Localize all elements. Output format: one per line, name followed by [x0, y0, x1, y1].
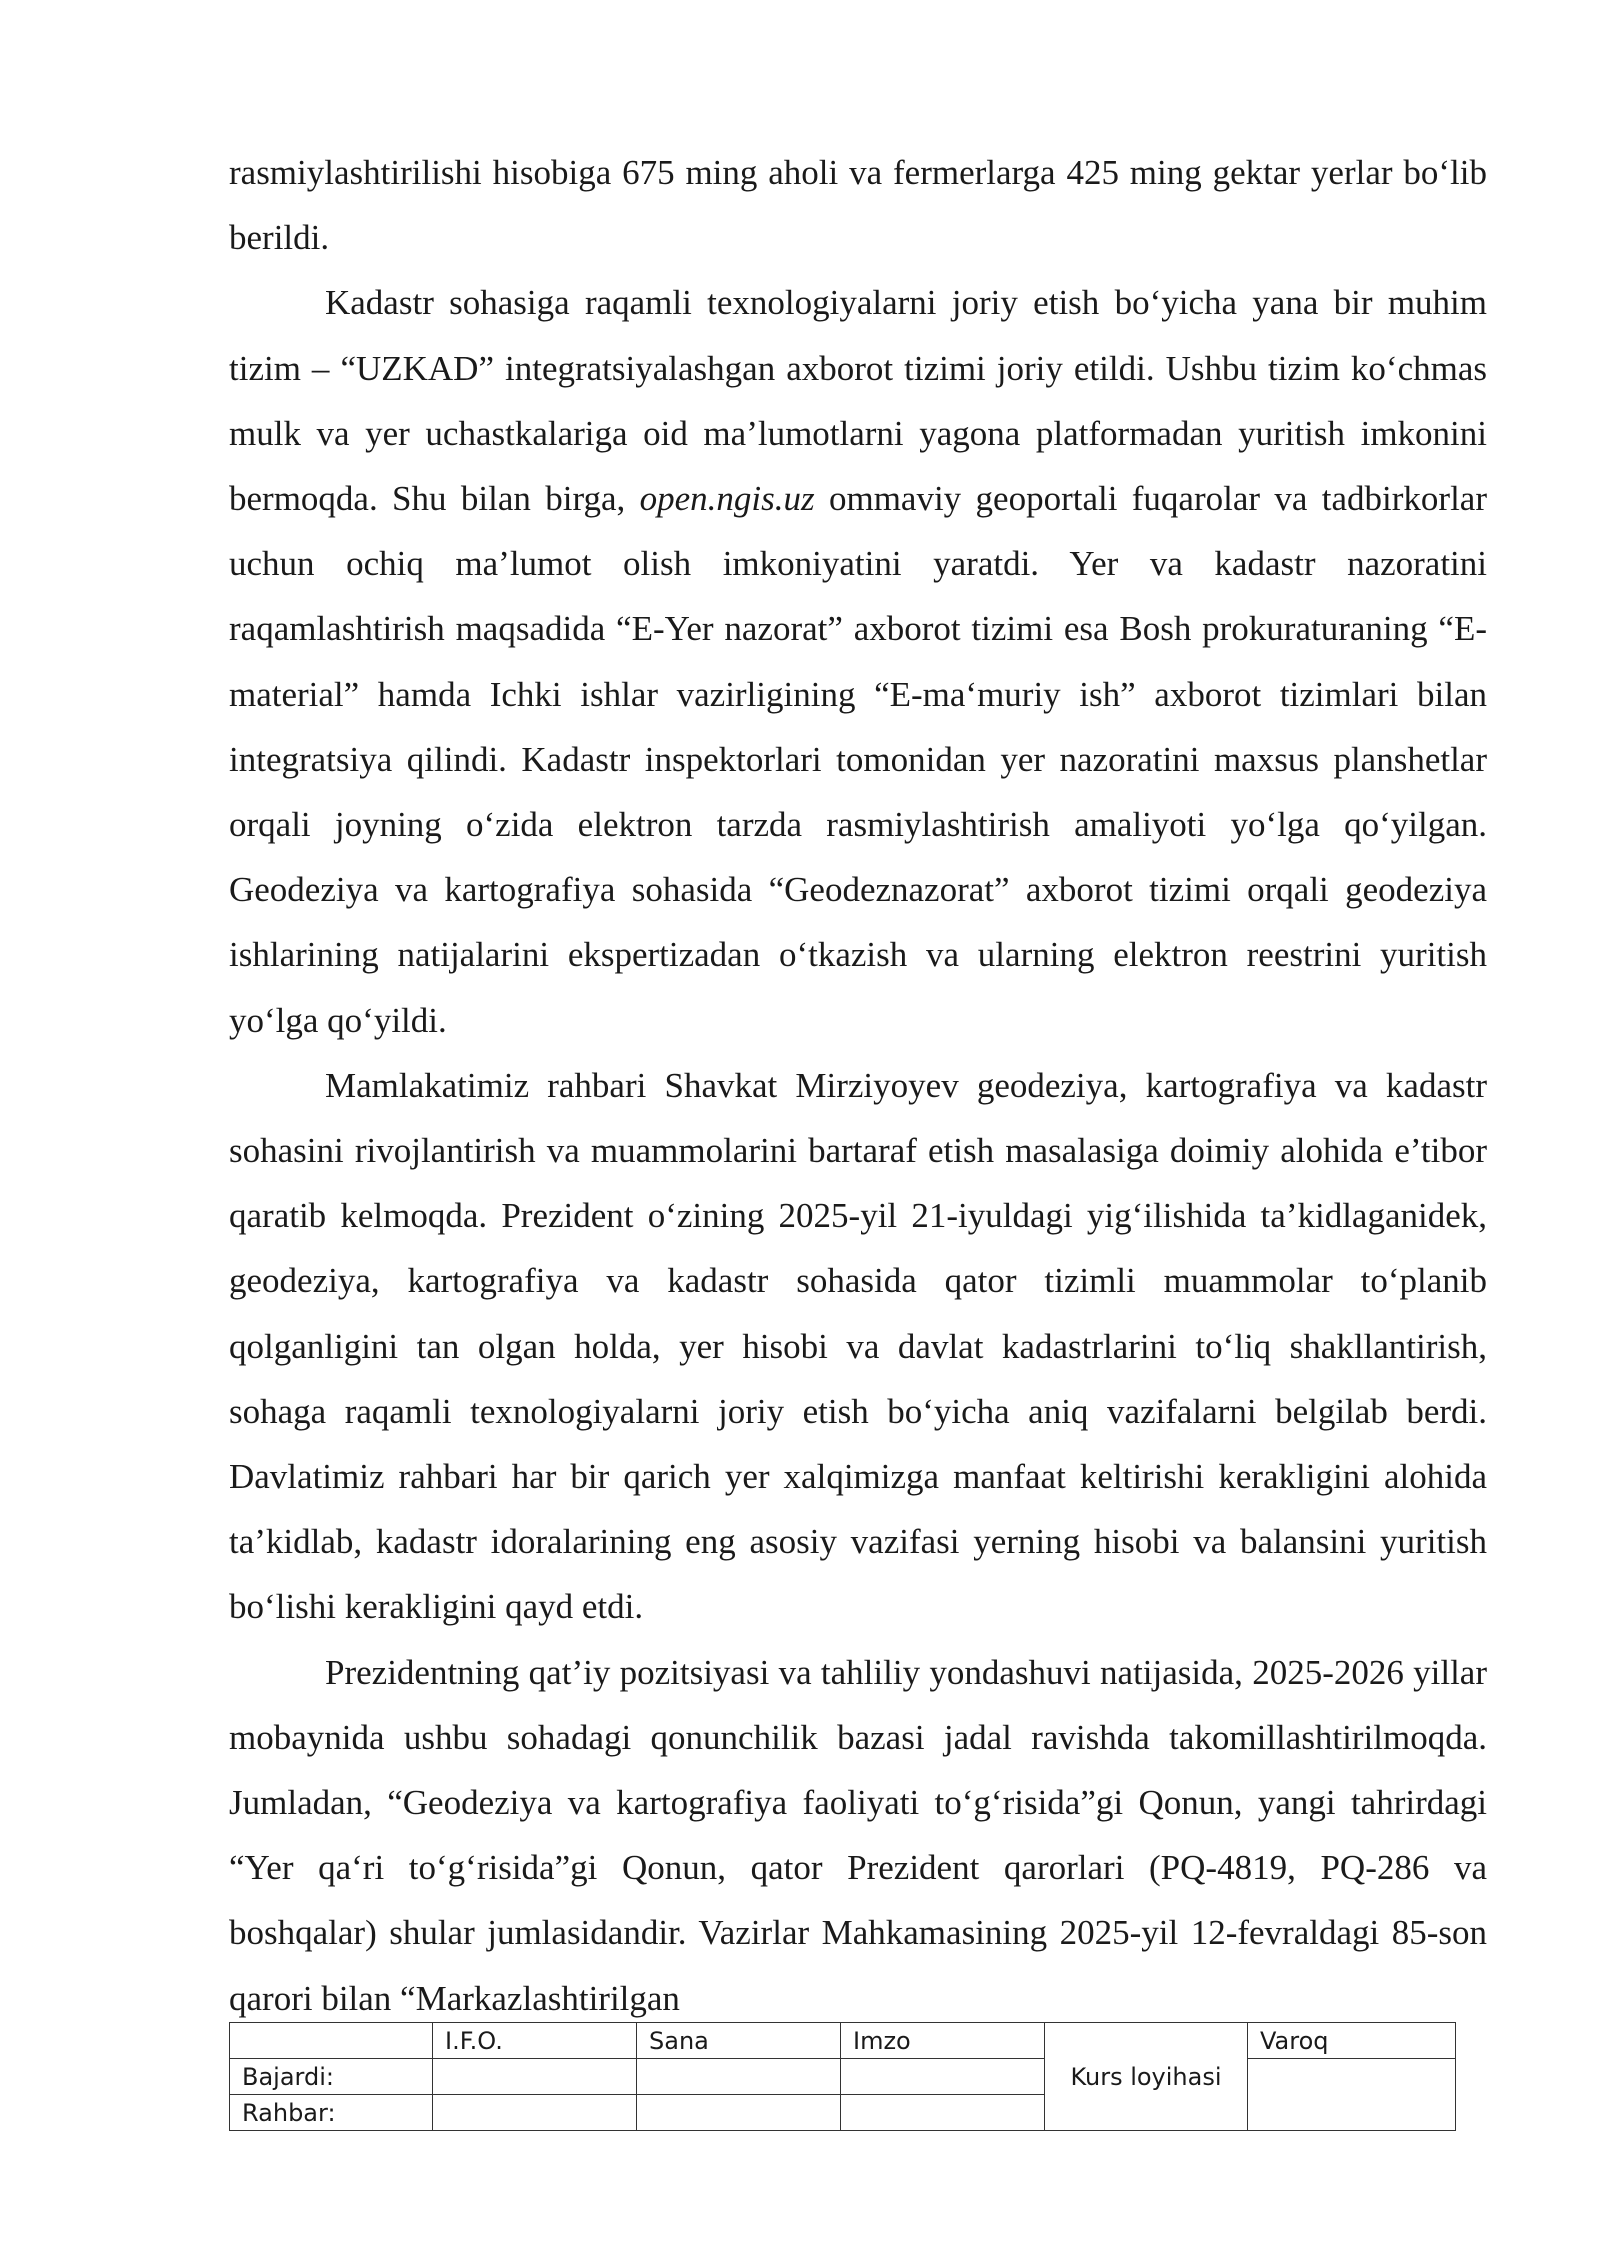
paragraph-2: [229, 270, 1487, 1052]
title-block-header-row: [230, 2023, 1456, 2059]
bajardi-ifo-cell: [433, 2059, 637, 2095]
ifo-header: I.F.O.: [433, 2023, 637, 2059]
bajardi-row: [230, 2059, 1456, 2095]
sana-header: Sana: [637, 2023, 841, 2059]
paragraph-3: Mamlakatimiz rahbari Shavkat Mirziyoyev geodeziya, kartografiya va kadastr sohasini rivojlantirish va muammolarini bartaraf etish masalasiga doimiy alohida e’tibor qaratib kelmoqda. Prezident o‘zining 2025-yil 21-iyuldagi yig‘ilishida ta’kidlaganidek, geodeziya, kartografiya va kadastr sohasida qator tizimli muammolar to‘planib qolganligini tan olgan holda, yer hisobi va davlat kadastrlarini to‘liq shakllantirish, sohaga raqamli texnologiyalarni joriy etish bo‘yicha aniq vazifalarni belgilab berdi. Davlatimiz rahbari har bir qarich yer xalqimizga manfaat keltirishi kerakligini alohida ta’kidlab, kadastr idoralarining eng asosiy vazifasi yerning hisobi va balansini yuritish bo‘lishi kerakligini qayd etdi.: [229, 1065, 1487, 1627]
paragraph-1: rasmiylashtirilishi hisobiga 675 ming aholi va fermerlarga 425 ming gektar yerlar bo‘lib berildi.: [229, 153, 1487, 258]
paragraph-4: Prezidentning qat’iy pozitsiyasi va tahliliy yondashuvi natijasida, 2025-2026 yillar mobaynida ushbu sohadagi qonunchilik bazasi jadal ravishda takomillashtirilmoqda. Jumladan, “Geodeziya va kartografiya faoliyati to‘g‘risida”gi Qonun, yangi tahrirdagi “Yer qa‘ri to‘g‘risida”gi Qonun, qator Prezident qarorlari (PQ-4819, PQ-286 va boshqalar) shular jumlasidandir. Vazirlar Mahkamasining 2025-yil 12-fevraldagi 85-son qarori bilan “Markazlashtirilgan: [229, 1652, 1487, 2018]
geoportal-link: open.ngis.uz: [639, 479, 815, 519]
rahbar-sana-cell: [637, 2095, 841, 2131]
bajardi-imzo-cell: [841, 2059, 1045, 2095]
varoq-value-cell: [1248, 2059, 1456, 2131]
bajardi-sana-cell: [637, 2059, 841, 2095]
bajardi-label: Bajardi:: [230, 2059, 433, 2095]
varoq-header: Varoq: [1248, 2023, 1456, 2059]
rahbar-ifo-cell: [433, 2095, 637, 2131]
empty-corner-cell: [230, 2023, 433, 2059]
title-block-table: [229, 2022, 1456, 2131]
paragraph-2-before: Kadastr sohasiga raqamli texnologiyalarni joriy etish bo‘yicha yana bir muhim tizim – “UZKAD” integratsiyalashgan axborot tizimi joriy etildi. Ushbu tizim ko‘chmas mulk va yer uchastkalariga oid ma’lumotlarni yagona platformadan yuritish imkonini bermoqda. Shu bilan birga,: [229, 283, 1487, 519]
document-body: [229, 140, 1487, 2031]
paragraph-2-after: ommaviy geoportali fuqarolar va tadbirkorlar uchun ochiq ma’lumot olish imkoniyatini yaratdi. Yer va kadastr nazoratini raqamlashtirish maqsadida “E-Yer nazorat” axborot tizimi esa Bosh prokuraturaning “E-material” hamda Ichki ishlar vazirligining “E-ma‘muriy ish” axborot tizimlari bilan integratsiya qilindi. Kadastr inspektorlari tomonidan yer nazoratini maxsus planshetlar orqali joyning o‘zida elektron tarzda rasmiylashtirish amaliyoti yo‘lga qo‘yilgan. Geodeziya va kartografiya sohasida “Geodeznazorat” axborot tizimi orqali geodeziya ishlarining natijalarini ekspertizadan o‘tkazish va ularning elektron reestrini yuritish yo‘lga qo‘yildi.: [229, 479, 1487, 1040]
kurs-loyihasi-cell: Kurs loyihasi: [1045, 2023, 1248, 2131]
rahbar-label: Rahbar:: [230, 2095, 433, 2131]
imzo-header: Imzo: [841, 2023, 1045, 2059]
rahbar-imzo-cell: [841, 2095, 1045, 2131]
